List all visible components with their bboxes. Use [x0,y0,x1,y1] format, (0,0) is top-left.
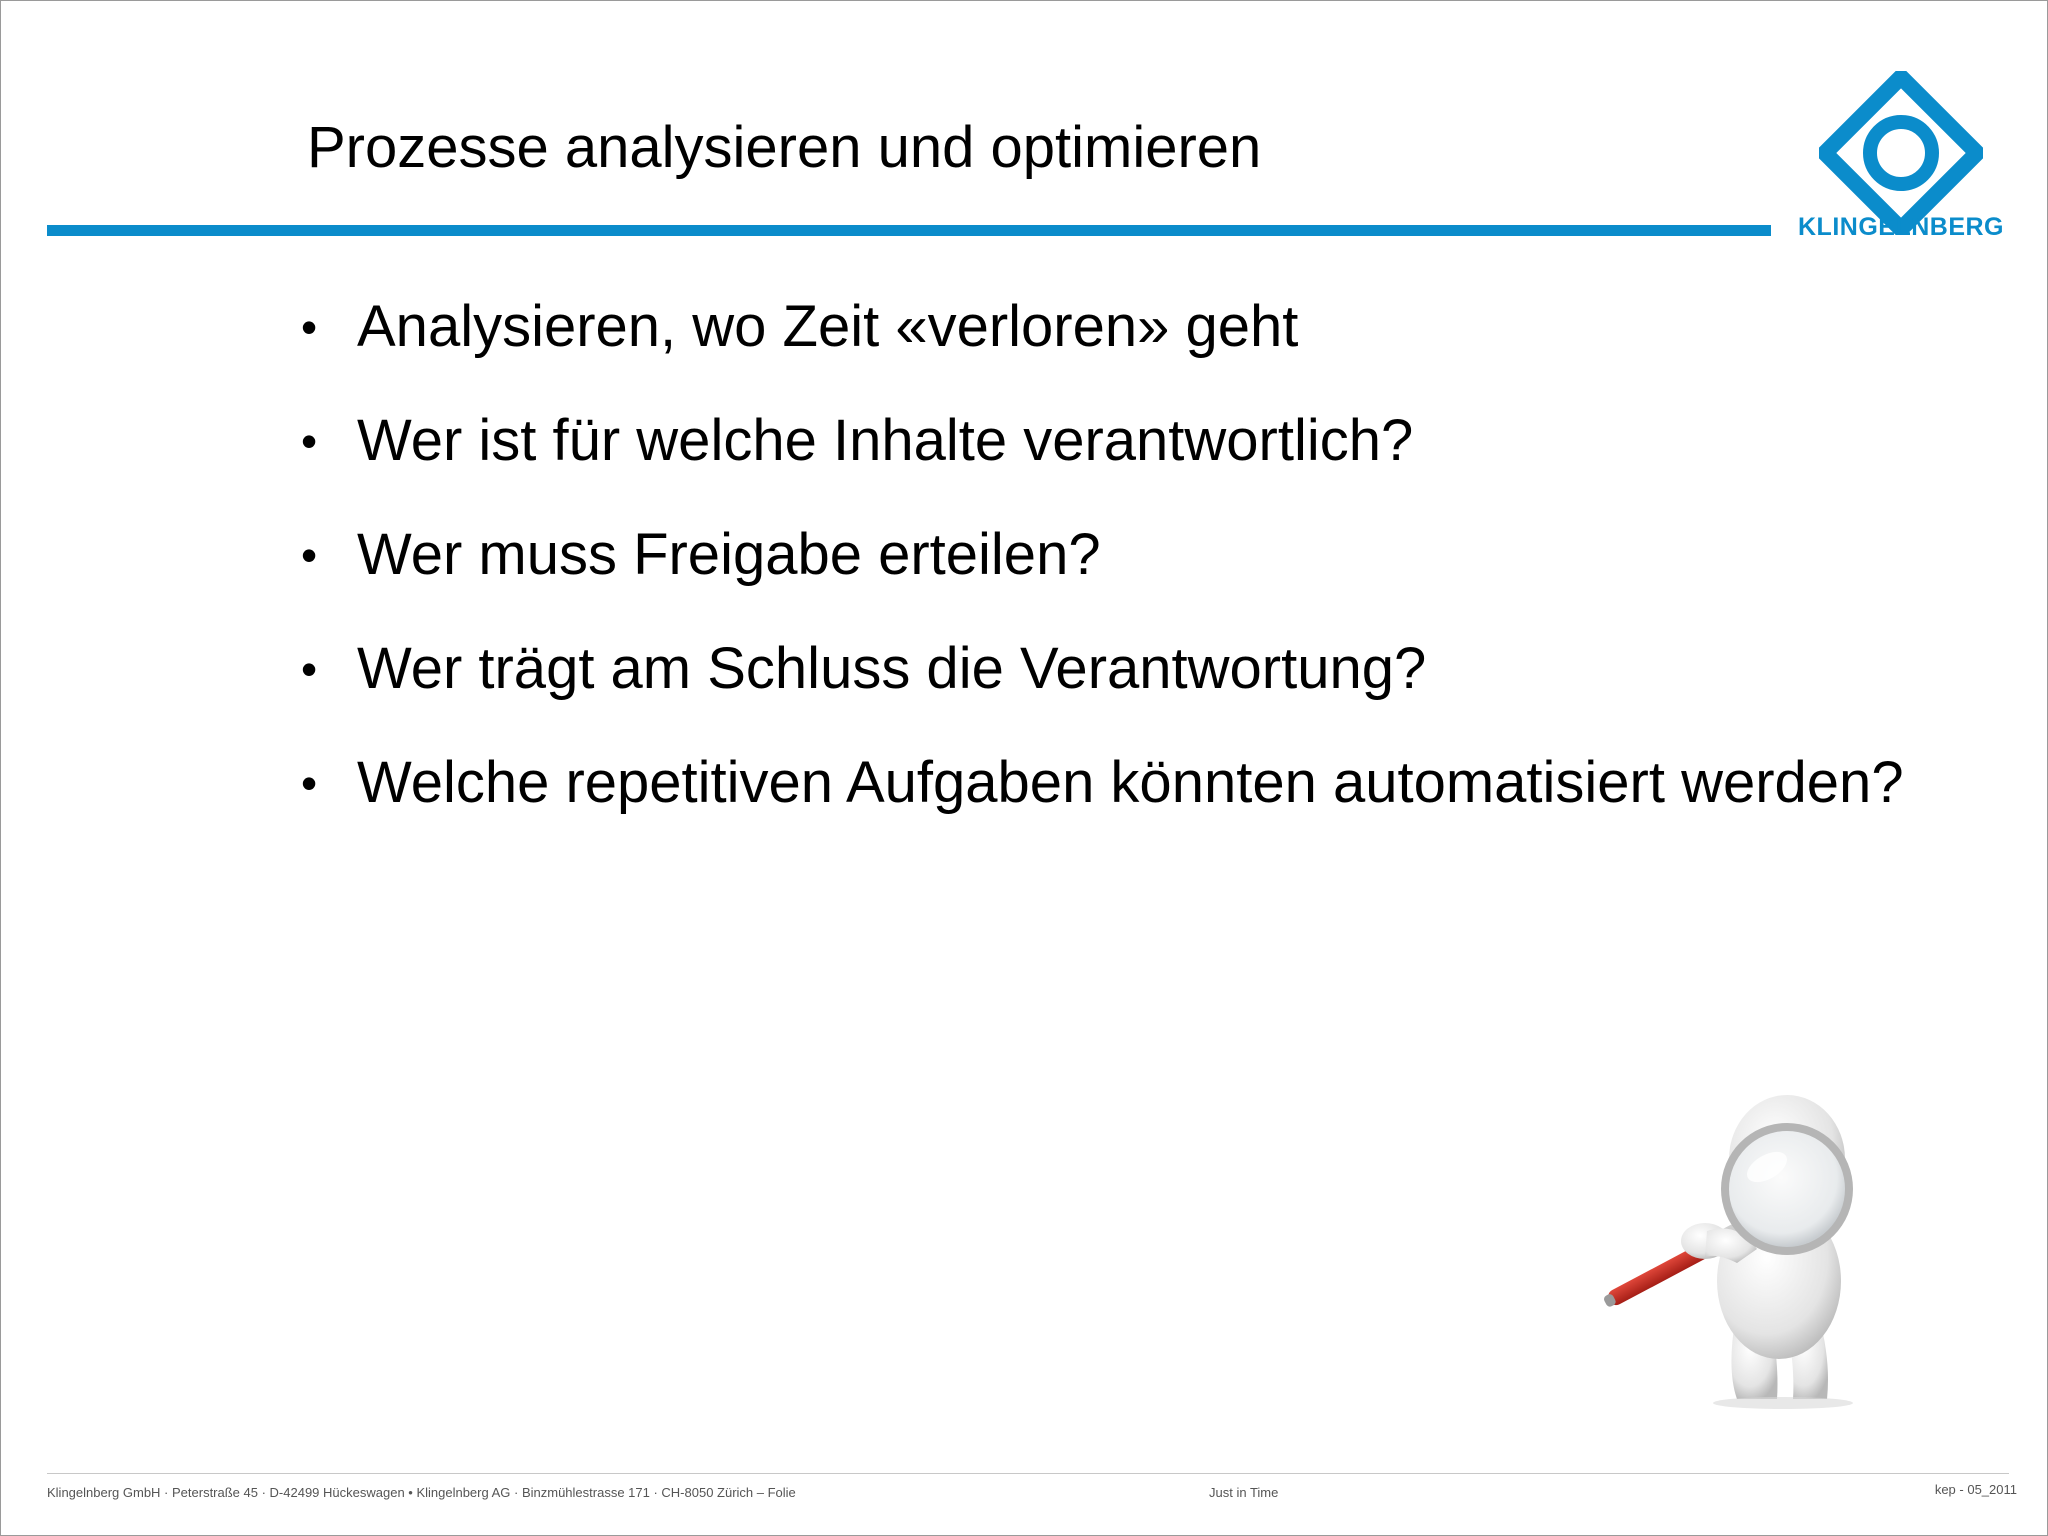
footer-company-address: Klingelnberg GmbH · Peterstraße 45 · D-42499 Hückeswagen • Klingelnberg AG · Binzmühlestrasse 171 · CH-8050 Zürich – Folie [47,1485,796,1500]
bullet-marker: • [301,529,318,581]
figure-with-magnifying-glass-icon [1587,1081,1907,1411]
bullet-marker: • [301,643,318,695]
slide-title: Prozesse analysieren und optimieren [307,115,1262,180]
footer-topic: Just in Time [1209,1485,1279,1500]
bullet-text: Wer muss Freigabe erteilen? [357,522,1101,587]
bullet-marker: • [301,757,318,809]
footer-divider [47,1473,2009,1474]
bullet-text: Analysieren, wo Zeit «verloren» geht [357,294,1299,359]
title-underline [47,225,1771,236]
logo-wordmark: KLINGELNBERG [1798,213,2004,241]
bullet-marker: • [301,415,318,467]
bullet-text: Welche repetitiven Aufgaben könnten automatisiert werden? [357,750,1904,815]
bullet-text: Wer ist für welche Inhalte verantwortlich? [357,408,1414,473]
bullet-text: Wer trägt am Schluss die Verantwortung? [357,636,1427,701]
klingelnberg-diamond-logo-icon [1819,71,1983,235]
company-logo [1791,71,2011,246]
bullet-marker: • [301,301,318,353]
magnifier-figure-illustration [1587,1081,1907,1411]
footer-author-date: kep - 05_2011 [1934,1482,2017,1497]
